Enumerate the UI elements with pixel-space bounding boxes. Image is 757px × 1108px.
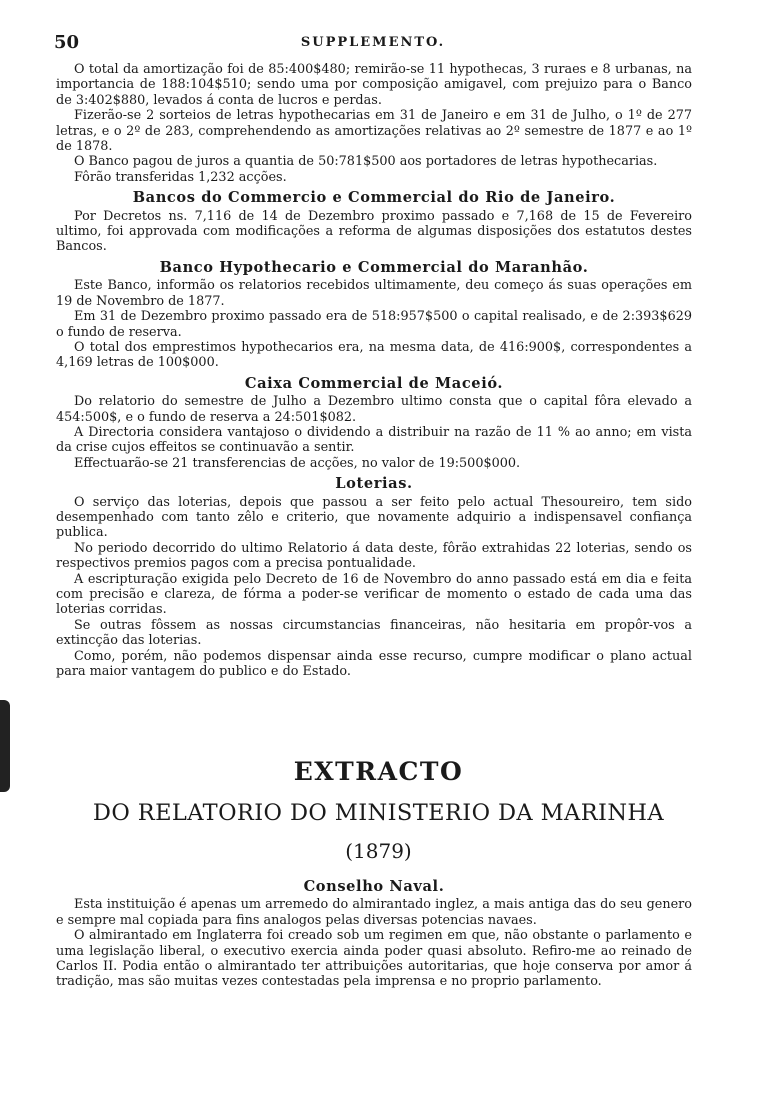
paragraph: O almirantado em Inglaterra foi creado sob um regimen em que, não obstante o parlamento e uma legislação liberal, o executivo exercia ainda poder quasi absoluto. Refiro-me ao reinado de Carlos II. Podia então o almirantado ter attribuições autoritarias, que hoje conserva por amor á tradição, mas são muitas vezes contestadas pela imprensa e no proprio parlamento. — [56, 928, 692, 990]
body-column-top — [56, 62, 692, 679]
paragraph: A escripturação exigida pelo Decreto de 16 de Novembro do anno passado está em dia e feita com precisão e clareza, de fórma a poder-se verificar de momento o estado de cada uma das loterias corridas. — [56, 571, 692, 618]
extract-year: (1879) — [345, 839, 412, 863]
extract-subtitle: DO RELATORIO DO MINISTERIO DA MARINHA — [92, 800, 665, 826]
paragraph: O total dos emprestimos hypothecarios era, na mesma data, de 416:900$, correspondentes a 4,169 letras de 100$000. — [56, 339, 692, 371]
paragraph: O total da amortização foi de 85:400$480; remirão-se 11 hypothecas, 3 ruraes e 8 urbanas, na importancia de 188:104$510; sendo uma por composição amigavel, com prejuizo para o Banco de 3:402$880, levados á conta de lucros e perdas. — [56, 62, 692, 108]
paragraph: Fôrão transferidas 1,232 acções. — [74, 169, 287, 185]
paragraph: Este Banco, informão os relatorios recebidos ultimamente, deu começo ás suas operações em 19 de Novembro de 1877. — [56, 278, 692, 309]
page-number: 50 — [54, 32, 80, 53]
section-heading: Bancos do Commercio e Commercial do Rio de Janeiro. — [132, 189, 616, 207]
body-column-bottom — [56, 874, 692, 990]
running-head: SUPPLEMENTO. — [300, 35, 446, 50]
paragraph: A Directoria considera vantajoso o dividendo a distribuir na razão de 11 % ao anno; em vista da crise cujos effeitos se continuavão a sentir. — [56, 424, 692, 456]
section-heading: Conselho Naval. — [303, 878, 445, 895]
section-heading: Caixa Commercial de Maceió. — [244, 374, 504, 392]
paragraph: Effectuarão-se 21 transferencias de acções, no valor de 19:500$000. — [74, 455, 521, 471]
section-heading: Loterias. — [335, 475, 413, 493]
paragraph: No periodo decorrido do ultimo Relatorio á data deste, fôrão extrahidas 22 loterias, sendo os respectivos premios pagos com a precisa pontualidade. — [56, 540, 692, 572]
paragraph: Como, porém, não podemos dispensar ainda esse recurso, cumpre modificar o plano actual para maior vantagem do publico e do Estado. — [56, 648, 692, 680]
paragraph: Em 31 de Dezembro proximo passado era de 518:957$500 o capital realisado, e de 2:393$629 o fundo de reserva. — [56, 309, 692, 340]
page-header — [54, 32, 692, 54]
paragraph: Esta instituição é apenas um arremedo do almirantado inglez, a mais antiga das do seu genero e sempre mal copiada para fins analogos pelas diversas potencias navaes. — [56, 897, 692, 928]
paragraph: Fizerão-se 2 sorteios de letras hypothecarias em 31 de Janeiro e em 31 de Julho, o 1º de 277 letras, e o 2º de 283, comprehendendo as amortizações relativas ao 2º semestre de 1877 e ao 1º de 1878. — [56, 108, 692, 155]
extract-title: EXTRACTO — [293, 757, 464, 786]
section-heading: Banco Hypothecario e Commercial do Maranhão. — [159, 258, 589, 276]
paragraph: O Banco pagou de juros a quantia de 50:781$500 aos portadores de letras hypothecarias. — [74, 154, 658, 170]
paragraph: Por Decretos ns. 7,116 de 14 de Dezembro proximo passado e 7,168 de 15 de Fevereiro ultimo, foi approvada com modificações a reforma de algumas disposições dos estatutos destes Bancos. — [56, 208, 692, 255]
paragraph: Se outras fôssem as nossas circumstancias financeiras, não hesitaria em propôr-vos a extincção das loterias. — [56, 617, 692, 649]
paragraph: O serviço das loterias, depois que passou a ser feito pelo actual Thesoureiro, tem sido desempenhado com tanto zêlo e criterio, que novamente adquirio a indispensavel confiança publica. — [56, 494, 692, 541]
paragraph: Do relatorio do semestre de Julho a Dezembro ultimo consta que o capital fôra elevado a 454:500$, e o fundo de reserva a 24:501$082. — [56, 394, 692, 425]
